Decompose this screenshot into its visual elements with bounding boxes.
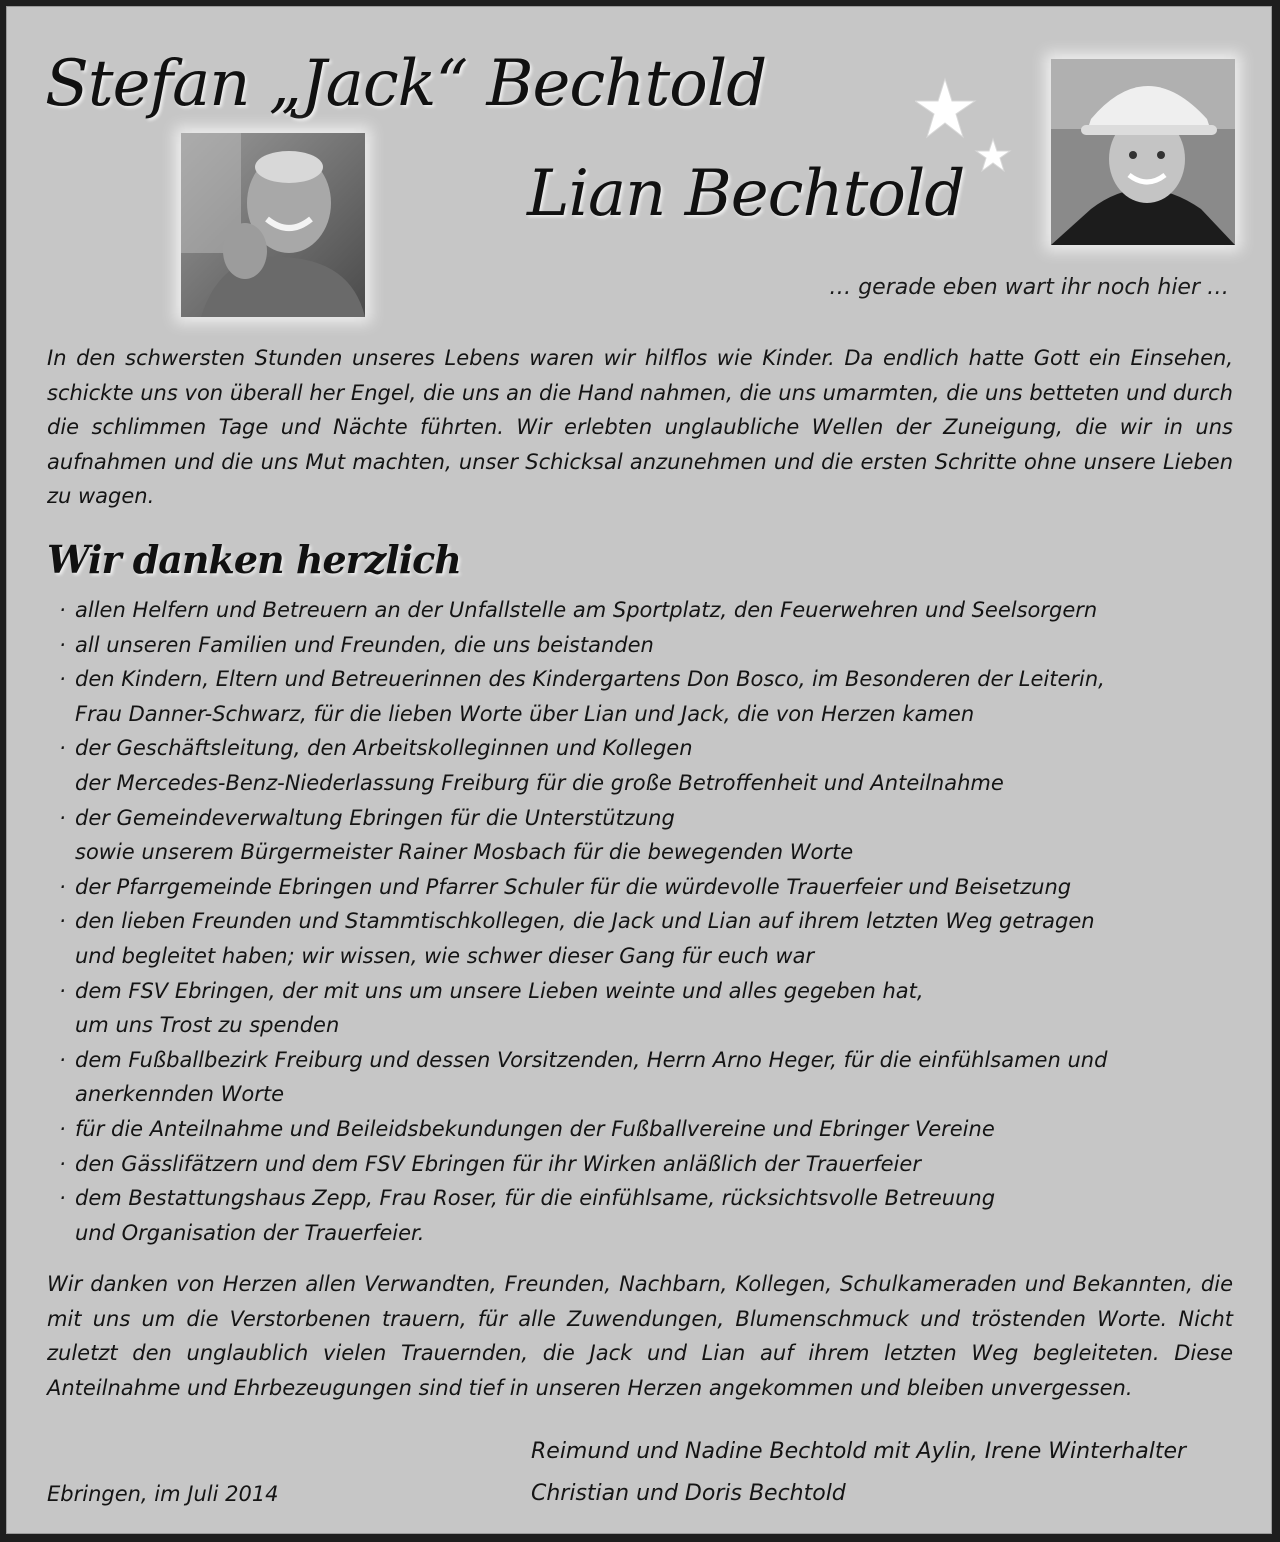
list-item-text: all unseren Familien und Freunden, die uns beistanden <box>75 632 654 657</box>
obituary-card <box>6 6 1272 1534</box>
list-item-text: der Gemeindeverwaltung Ebringen für die Unterstützung <box>75 805 675 830</box>
list-item <box>59 801 1239 870</box>
list-item-text: dem FSV Ebringen, der mit uns um unsere Lieben weinte und alles gegeben hat, <box>75 978 924 1003</box>
list-item <box>59 1112 1239 1147</box>
place-and-date: Ebringen, im Juli 2014 <box>47 1482 279 1506</box>
list-item-text: dem Fußballbezirk Freiburg und dessen Vorsitzenden, Herrn Arno Heger, für die einfühlsamen und <box>75 1047 1108 1072</box>
list-item-text: um uns Trost zu spenden <box>75 1013 340 1038</box>
closing-paragraph: Wir danken von Herzen allen Verwandten, Freunden, Nachbarn, Kollegen, Schulkameraden und Bekannten, die mit uns um die Verstorbenen trauern, für alle Zuwendungen, Blumenschmuck und tröstenden Worte. Nicht zuletzt den unglaublich vielen Trauernden, die Jack und Lian auf ihrem letzten Weg begleiteten. Diese Anteilnahme und Ehrbezeugungen sind tief in unseren Herzen angekommen und bleiben unvergessen. <box>47 1272 1233 1400</box>
bullet-mark: · <box>59 632 66 657</box>
list-item-text: allen Helfern und Betreuern an der Unfallstelle am Sportplatz, den Feuerwehren und Seelsorgern <box>75 598 1098 622</box>
signature-block <box>531 1431 1186 1515</box>
list-item <box>59 1181 1239 1250</box>
signature-line: Christian und Doris Bechtold <box>531 1481 846 1506</box>
list-item-text: der Mercedes-Benz-Niederlassung Freiburg für die große Betroffenheit und Anteilnahme <box>75 770 1004 795</box>
bullet-mark: · <box>59 1151 66 1176</box>
portrait-man-photo <box>181 133 365 317</box>
bullet-mark: · <box>59 1116 66 1141</box>
intro-paragraph: In den schwersten Stunden unseres Lebens waren wir hilflos wie Kinder. Da endlich hatte Gott ein Einsehen, schickte uns von überall her Engel, die uns an die Hand nahmen, die uns umarmten, die uns betteten und durch die schlimmen Tage und Nächte führten. Wir erlebten unglaubliche Wellen der Zuneigung, die wir in uns aufnahmen und die uns Mut machten, unser Schicksal anzunehmen und die ersten Schritte ohne unsere Lieben zu wagen. <box>47 346 1233 508</box>
bullet-mark: · <box>59 909 66 934</box>
list-item-text: der Pfarrgemeinde Ebringen und Pfarrer Schuler für die würdevolle Trauerfeier und Beisetzung <box>75 874 1072 899</box>
list-item-text: sowie unserem Bürgermeister Rainer Mosbach für die bewegenden Worte <box>75 840 854 865</box>
list-item <box>59 1043 1239 1112</box>
deceased-name-lian: Lian Bechtold <box>527 157 965 231</box>
thanks-heading: Wir danken herzlich <box>47 537 461 582</box>
list-item-text: dem Bestattungshaus Zepp, Frau Roser, für die einfühlsame, rücksichtsvolle Betreuung <box>75 1186 996 1211</box>
list-item <box>59 904 1239 973</box>
tagline: … gerade eben wart ihr noch hier … <box>829 275 1229 300</box>
list-item <box>59 1147 1239 1182</box>
bullet-mark: · <box>59 598 66 622</box>
list-item <box>59 593 1239 628</box>
deceased-name-stefan: Stefan „Jack“ Bechtold <box>45 47 767 121</box>
star-icon <box>915 77 1015 177</box>
bullet-mark: · <box>59 1047 66 1072</box>
list-item-text: den Gässlifätzern und dem FSV Ebringen für ihr Wirken anläßlich der Trauerfeier <box>75 1151 921 1176</box>
list-item-text: anerkennden Worte <box>75 1082 285 1107</box>
portrait-child-photo <box>1051 59 1235 245</box>
bullet-mark: · <box>59 736 66 761</box>
list-item-text: den lieben Freunden und Stammtischkollegen, die Jack und Lian auf ihrem letzten Weg getragen <box>75 909 1095 934</box>
list-item-text: Frau Danner-Schwarz, für die lieben Worte über Lian und Jack, die von Herzen kamen <box>75 701 975 726</box>
signature-line: Reimund und Nadine Bechtold mit Aylin, Irene Winterhalter <box>531 1439 1187 1464</box>
list-item-text: und begleitet haben; wir wissen, wie schwer dieser Gang für euch war <box>75 943 815 968</box>
list-item-text: der Geschäftsleitung, den Arbeitskolleginnen und Kollegen <box>75 736 693 761</box>
bullet-mark: · <box>59 874 66 899</box>
bullet-mark: · <box>59 1186 66 1211</box>
list-item-text: für die Anteilnahme und Beileidsbekundungen der Fußballvereine und Ebringer Vereine <box>75 1116 995 1141</box>
bullet-mark: · <box>59 667 66 692</box>
list-item-text: den Kindern, Eltern und Betreuerinnen des Kindergartens Don Bosco, im Besonderen der Leiterin, <box>75 667 1105 692</box>
bullet-mark: · <box>59 978 66 1003</box>
list-item <box>59 974 1239 1043</box>
list-item-text: und Organisation der Trauerfeier. <box>75 1220 425 1245</box>
list-item <box>59 731 1239 800</box>
list-item <box>59 628 1239 663</box>
thanks-list <box>59 593 1239 1250</box>
bullet-mark: · <box>59 805 66 830</box>
list-item <box>59 662 1239 731</box>
list-item <box>59 870 1239 905</box>
